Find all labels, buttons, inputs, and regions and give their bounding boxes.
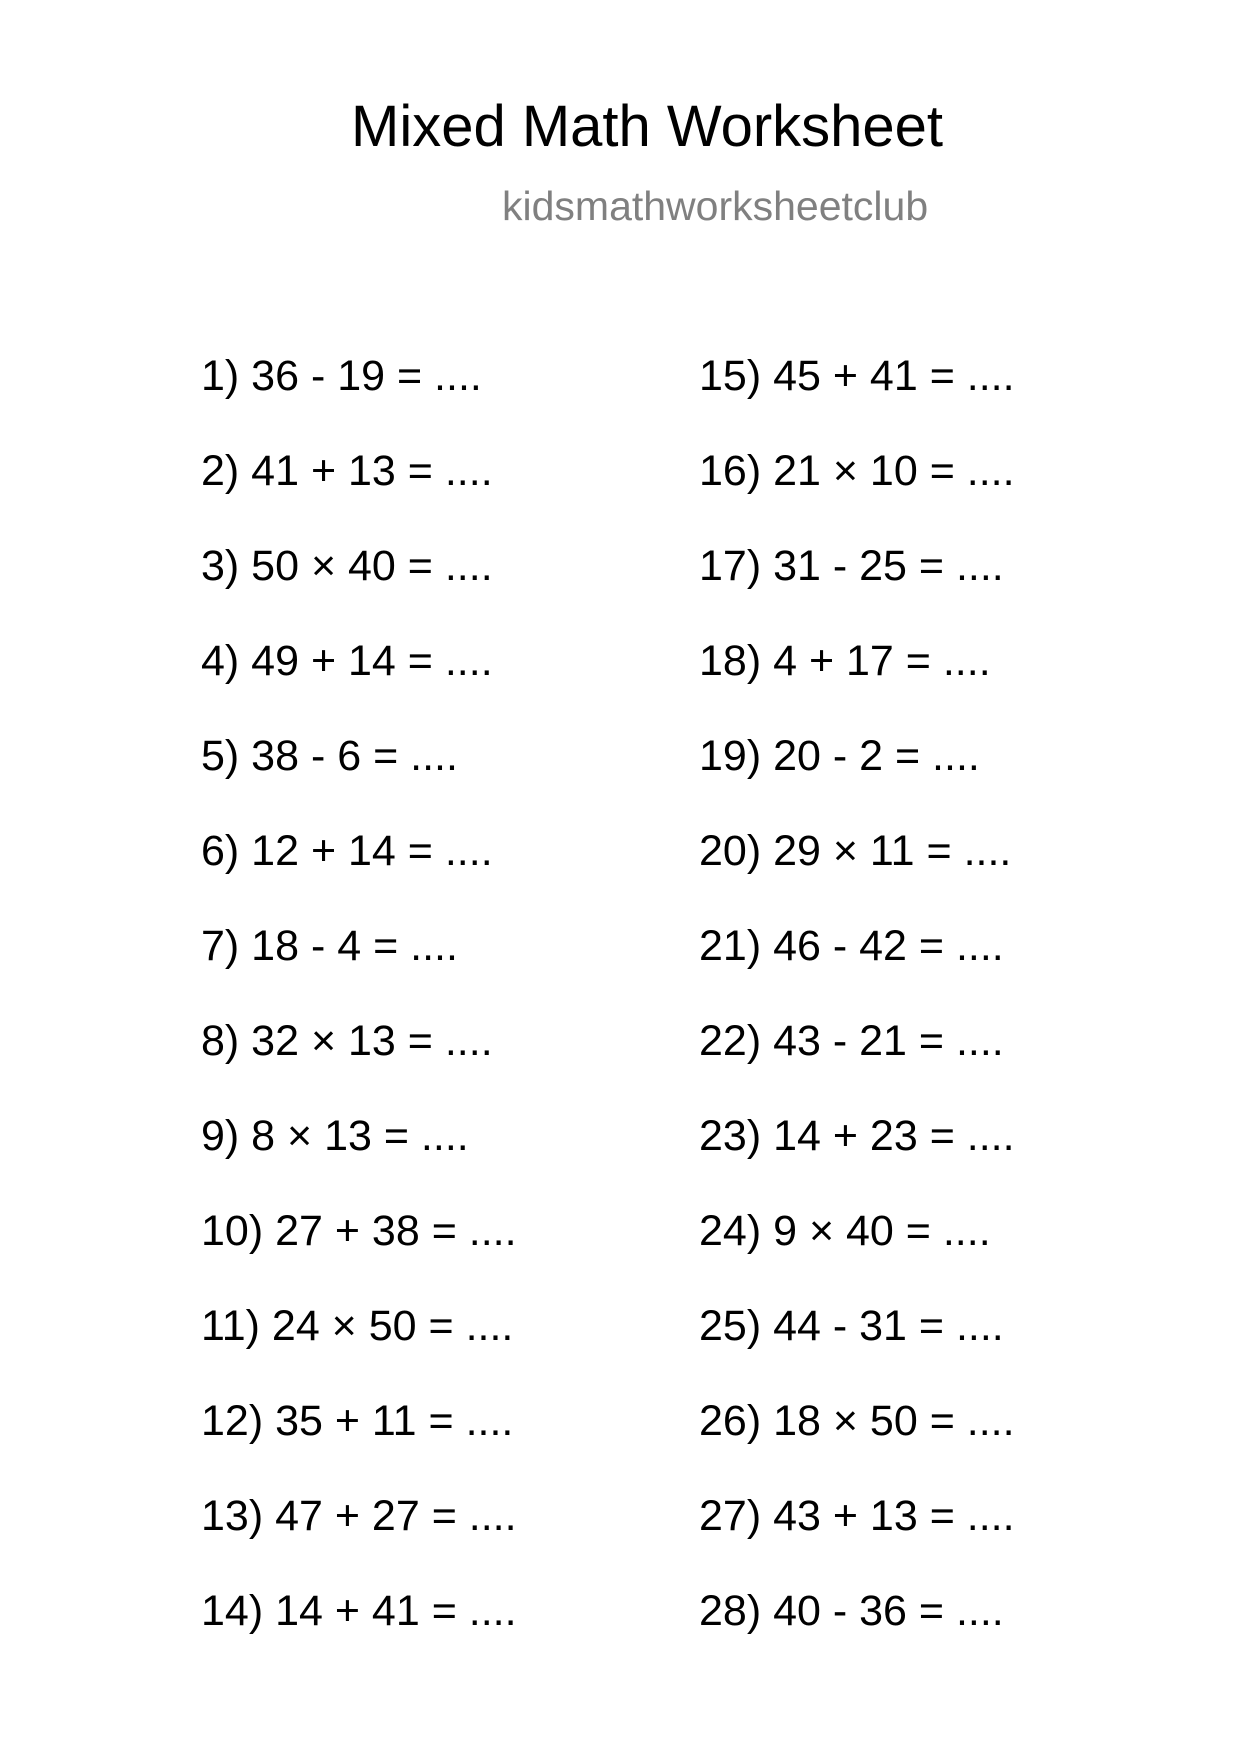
math-problem: 3) 50 × 40 = .... [201, 542, 493, 590]
math-problem: 8) 32 × 13 = .... [201, 1017, 493, 1065]
math-problem: 21) 46 - 42 = .... [699, 922, 1004, 970]
math-problem: 6) 12 + 14 = .... [201, 827, 493, 875]
math-problem: 22) 43 - 21 = .... [699, 1017, 1004, 1065]
math-problem: 11) 24 × 50 = .... [201, 1302, 514, 1350]
math-problem: 25) 44 - 31 = .... [699, 1302, 1004, 1350]
math-problem: 17) 31 - 25 = .... [699, 542, 1004, 590]
math-problem: 19) 20 - 2 = .... [699, 732, 980, 780]
problem-column-left [201, 352, 517, 1682]
math-problem: 18) 4 + 17 = .... [699, 637, 991, 685]
math-problem: 14) 14 + 41 = .... [201, 1587, 517, 1635]
math-problem: 26) 18 × 50 = .... [699, 1397, 1015, 1445]
math-problem: 7) 18 - 4 = .... [201, 922, 458, 970]
math-problem: 5) 38 - 6 = .... [201, 732, 458, 780]
math-problem: 27) 43 + 13 = .... [699, 1492, 1015, 1540]
math-problem: 20) 29 × 11 = .... [699, 827, 1012, 875]
math-problem: 15) 45 + 41 = .... [699, 352, 1015, 400]
math-problem: 10) 27 + 38 = .... [201, 1207, 517, 1255]
math-problem: 24) 9 × 40 = .... [699, 1207, 991, 1255]
worksheet-source: kidsmathworksheetclub [502, 183, 929, 229]
problem-column-right [699, 352, 1015, 1682]
math-problem: 16) 21 × 10 = .... [699, 447, 1015, 495]
math-problem: 12) 35 + 11 = .... [201, 1397, 514, 1445]
worksheet-title: Mixed Math Worksheet [351, 94, 944, 159]
math-problem: 23) 14 + 23 = .... [699, 1112, 1015, 1160]
math-problem: 13) 47 + 27 = .... [201, 1492, 517, 1540]
math-problem: 2) 41 + 13 = .... [201, 447, 493, 495]
math-problem: 1) 36 - 19 = .... [201, 352, 482, 400]
math-problem: 4) 49 + 14 = .... [201, 637, 493, 685]
math-problem: 28) 40 - 36 = .... [699, 1587, 1004, 1635]
math-problem: 9) 8 × 13 = .... [201, 1112, 469, 1160]
